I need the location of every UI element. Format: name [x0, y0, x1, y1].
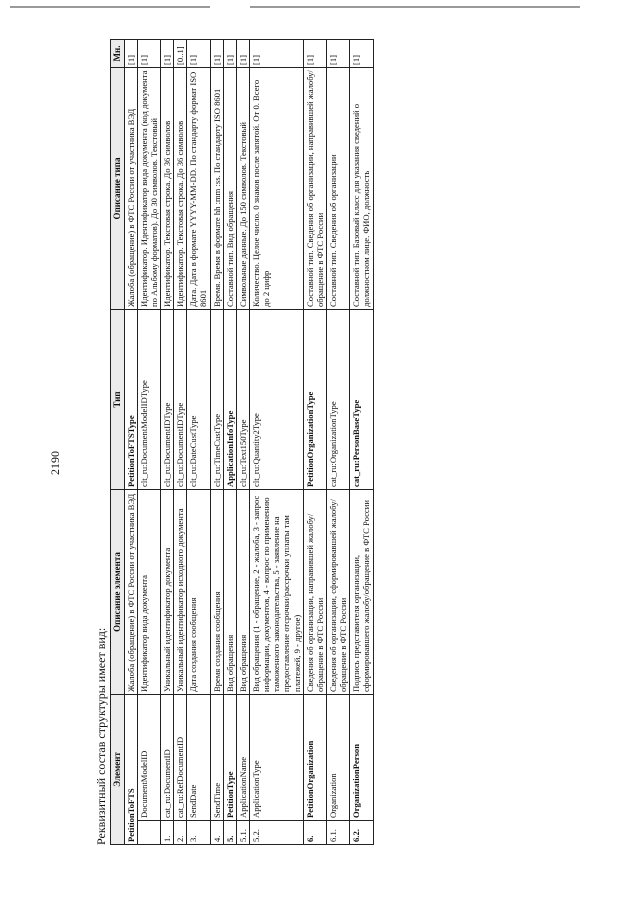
cell-mult: [1]	[250, 39, 304, 67]
cell-num: 5.	[223, 821, 236, 845]
table-row	[124, 39, 137, 844]
cell-num: 6.2.	[350, 821, 373, 845]
header-multiplicity: Мн.	[111, 39, 125, 67]
header-description: Описание элемента	[111, 489, 125, 694]
cell-element: DocumentModelID	[137, 694, 160, 820]
cell-mult: [1]	[137, 39, 160, 67]
cell-type-description: Дата. Дата в формате YYYY-MM-DD. По стандарту формат ISO 8601	[187, 67, 210, 309]
cell-num: 3.	[187, 821, 210, 845]
cell-element: cat_ru:DocumentID	[161, 694, 174, 820]
cell-type: PetitionOrganizationType	[303, 309, 326, 489]
cell-type: clt_ru:DateCustType	[187, 309, 210, 489]
table-header-row	[111, 39, 125, 844]
cell-mult: [1]	[161, 39, 174, 67]
cell-mult: [1]	[223, 39, 236, 67]
cell-element: SendTime	[210, 694, 223, 820]
cell-description: Сведения об организации, сформировавшей жалобу/обращение в ФТС России	[327, 489, 350, 694]
cell-type: clt_ru:DocumentIDType	[161, 309, 174, 489]
cell-type: clt_ru:Quantity2Type	[250, 309, 304, 489]
cell-description: Идентификатор вида документа	[137, 489, 160, 694]
cell-type-description: Составной тип. Сведения об организации, направившей жалобу/обращение в ФТС России	[303, 67, 326, 309]
table-row	[303, 39, 326, 844]
cell-description: Время создания сообщения	[210, 489, 223, 694]
cell-description: Дата создания сообщения	[187, 489, 210, 694]
cell-num	[137, 821, 160, 845]
table-row	[223, 39, 236, 844]
cell-type: clt_ru:TimeCustType	[210, 309, 223, 489]
cell-mult: [1]	[124, 39, 137, 67]
table-row	[174, 39, 187, 844]
cell-type-description: Количество. Целое число. 0 знаков после запятой. От 0. Всего до 2 цифр	[250, 67, 304, 309]
table-row	[187, 39, 210, 844]
cell-type-description: Идентификатор. Идентификатор вида документа (код документа по Альбому форматов). До 30 символов. Текстовый	[137, 67, 160, 309]
cell-description: Вид обращения	[236, 489, 249, 694]
cell-mult: [1]	[187, 39, 210, 67]
table-row	[327, 39, 350, 844]
cell-type-description: Идентификатор. Текстовая строка. До 36 символов	[161, 67, 174, 309]
cell-description: Вид обращения (1 - обращение, 2 - жалоба, 3 - запрос информации, документов, 4 - вопрос по применению таможенного законодательства, 5 - заявление на предоставление отсрочки/рассрочки уплаты там платежей, 9 - другое)	[250, 489, 304, 694]
cell-num: 4.	[210, 821, 223, 845]
cell-type-description: Идентификатор. Текстовая строка. До 36 символов	[174, 67, 187, 309]
table-row	[161, 39, 174, 844]
cell-type-description: Время. Время в формате hh :mm :ss. По стандарту ISO 8601	[210, 67, 223, 309]
cell-type: PetitionToFTSType	[124, 309, 137, 489]
header-element: Элемент	[111, 694, 125, 844]
cell-mult: [1]	[350, 39, 373, 67]
cell-num: 5.1.	[236, 821, 249, 845]
cell-element: ApplicationType	[250, 694, 304, 820]
cell-description: Уникальный идентификатор исходного документа	[174, 489, 187, 694]
table-row	[210, 39, 223, 844]
cell-type-description: Символьные данные. До 150 символов. Текстовый	[236, 67, 249, 309]
cell-type: ApplicationInfoType	[223, 309, 236, 489]
requisites-table	[110, 39, 374, 845]
header-type-description: Описание типа	[111, 67, 125, 309]
cell-type-description: Жалоба (обращение) в ФТС России от участника ВЭД	[124, 67, 137, 309]
table-row	[250, 39, 304, 844]
cell-mult: [1]	[327, 39, 350, 67]
caption: Реквизитный состав структуры имеет вид:	[94, 627, 108, 845]
cell-element: PetitionType	[223, 694, 236, 820]
cell-description: Подпись представителя организации, сформировавшего жалобу/обращение в ФТС России	[350, 489, 373, 694]
cell-type: clt_ru:DocumentModelIDType	[137, 309, 160, 489]
cell-element: OrganizationPerson	[350, 694, 373, 820]
cell-num: 5.2.	[250, 821, 304, 845]
cell-element: Organization	[327, 694, 350, 820]
cell-element: SendDate	[187, 694, 210, 820]
cell-element: ApplicationName	[236, 694, 249, 820]
cell-type: clt_ru:Text150Type	[236, 309, 249, 489]
cell-num: 2.	[174, 821, 187, 845]
cell-num: 6.1.	[327, 821, 350, 845]
page-number: 2190	[48, 451, 62, 475]
table-row	[350, 39, 373, 844]
cell-type-description: Составной тип. Сведения об организации	[327, 67, 350, 309]
cell-element: PetitionToFTS	[124, 694, 137, 844]
cell-mult: [1]	[236, 39, 249, 67]
cell-mult: [1]	[303, 39, 326, 67]
cell-description: Вид обращения	[223, 489, 236, 694]
table-row	[137, 39, 160, 844]
cell-num: 6.	[303, 821, 326, 845]
table-row	[236, 39, 249, 844]
cell-type: cat_ru:OrganizationType	[327, 309, 350, 489]
cell-element: PetitionOrganization	[303, 694, 326, 820]
cell-description: Сведения об организации, направившей жалобу/обращение в ФТС России	[303, 489, 326, 694]
cell-num: 1.	[161, 821, 174, 845]
cell-type-description: Составной тип. Базовый класс для указания сведений о должностном лице. ФИО, должность	[350, 67, 373, 309]
cell-mult: [0..1]	[174, 39, 187, 67]
cell-element: cat_ru:RefDocumentID	[174, 694, 187, 820]
header-type: Тип	[111, 309, 125, 489]
cell-type-description: Составной тип. Вид обращения	[223, 67, 236, 309]
cell-type: cat_ru:PersonBaseType	[350, 309, 373, 489]
cell-description: Уникальный идентификатор документа	[161, 489, 174, 694]
cell-type: clt_ru:DocumentIDType	[174, 309, 187, 489]
cell-mult: [1]	[210, 39, 223, 67]
cell-description: Жалоба (обращение) в ФТС России от участника ВЭД	[124, 489, 137, 694]
